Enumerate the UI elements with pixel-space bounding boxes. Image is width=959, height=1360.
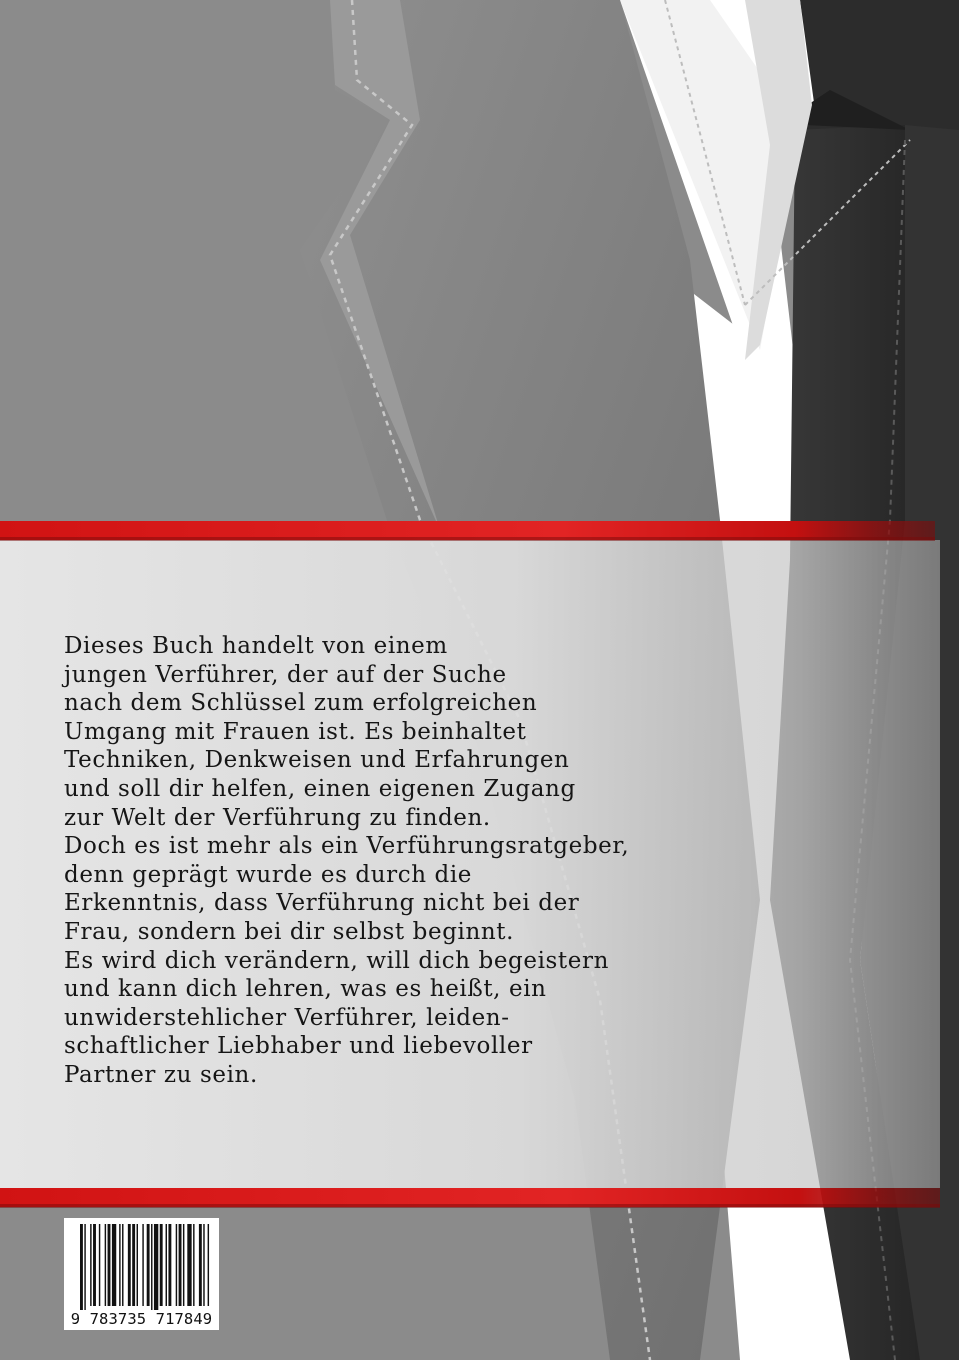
blurb-line: Erkenntnis, dass Verführung nicht bei der <box>64 890 580 917</box>
blurb-line: denn geprägt wurde es durch die <box>64 861 473 888</box>
blurb-line: schaftlicher Liebhaber und liebevoller <box>64 1033 533 1060</box>
blurb-line: Partner zu sein. <box>64 1061 258 1088</box>
barcode-bar <box>179 1224 182 1306</box>
barcode-bar <box>154 1224 158 1310</box>
blurb-line: und soll dir helfen, einen eigenen Zugang <box>64 775 576 802</box>
barcode-bar <box>80 1224 83 1310</box>
barcode-bar <box>168 1224 171 1306</box>
blurb-line: Doch es ist mehr als ein Verführungsratgeber, <box>64 833 630 860</box>
barcode-bar <box>119 1224 120 1306</box>
barcode-bar <box>203 1224 204 1306</box>
barcode-bar <box>99 1224 100 1306</box>
blurb-line: zur Welt der Verführung zu finden. <box>64 804 491 831</box>
barcode-bar <box>176 1224 177 1306</box>
barcode-bar <box>108 1224 111 1306</box>
barcode <box>64 1218 219 1330</box>
blurb-line: Umgang mit Frauen ist. Es beinhaltet <box>64 718 527 745</box>
barcode-bar <box>90 1224 91 1306</box>
barcode-bar <box>84 1224 85 1310</box>
barcode-bar <box>199 1224 202 1306</box>
blurb-line: und kann dich lehren, was es heißt, ein <box>64 976 547 1003</box>
blurb-line: Techniken, Denkweisen und Erfahrungen <box>64 747 570 774</box>
barcode-bar <box>112 1224 116 1306</box>
blurb-text <box>64 632 764 1090</box>
barcode-bar <box>147 1224 150 1306</box>
barcode-bar <box>142 1224 143 1306</box>
blurb-line: unwiderstehlicher Verführer, leiden- <box>64 1004 510 1031</box>
blurb-line: nach dem Schlüssel zum erfolgreichen <box>64 690 538 717</box>
barcode-bar <box>151 1224 152 1310</box>
blurb-line: Es wird dich verändern, will dich begeistern <box>64 947 609 974</box>
blurb-line: jungen Verführer, der auf der Suche <box>64 661 507 688</box>
barcode-bar <box>160 1224 163 1306</box>
barcode-icon <box>64 1218 219 1313</box>
barcode-bar <box>105 1224 106 1306</box>
blurb-line: Dieses Buch handelt von einem <box>64 633 448 659</box>
barcode-bar <box>122 1224 123 1306</box>
barcode-bar <box>183 1224 184 1306</box>
barcode-bar <box>132 1224 135 1306</box>
barcode-bar <box>93 1224 96 1306</box>
barcode-bar <box>137 1224 138 1306</box>
barcode-bar <box>187 1224 191 1306</box>
isbn-number: 9 783735 717849 <box>70 1310 213 1328</box>
barcode-bar <box>208 1224 209 1306</box>
barcode-bar <box>193 1224 194 1306</box>
blurb-line: Frau, sondern bei dir selbst beginnt. <box>64 918 515 945</box>
barcode-bar <box>166 1224 167 1306</box>
barcode-bar <box>128 1224 131 1306</box>
